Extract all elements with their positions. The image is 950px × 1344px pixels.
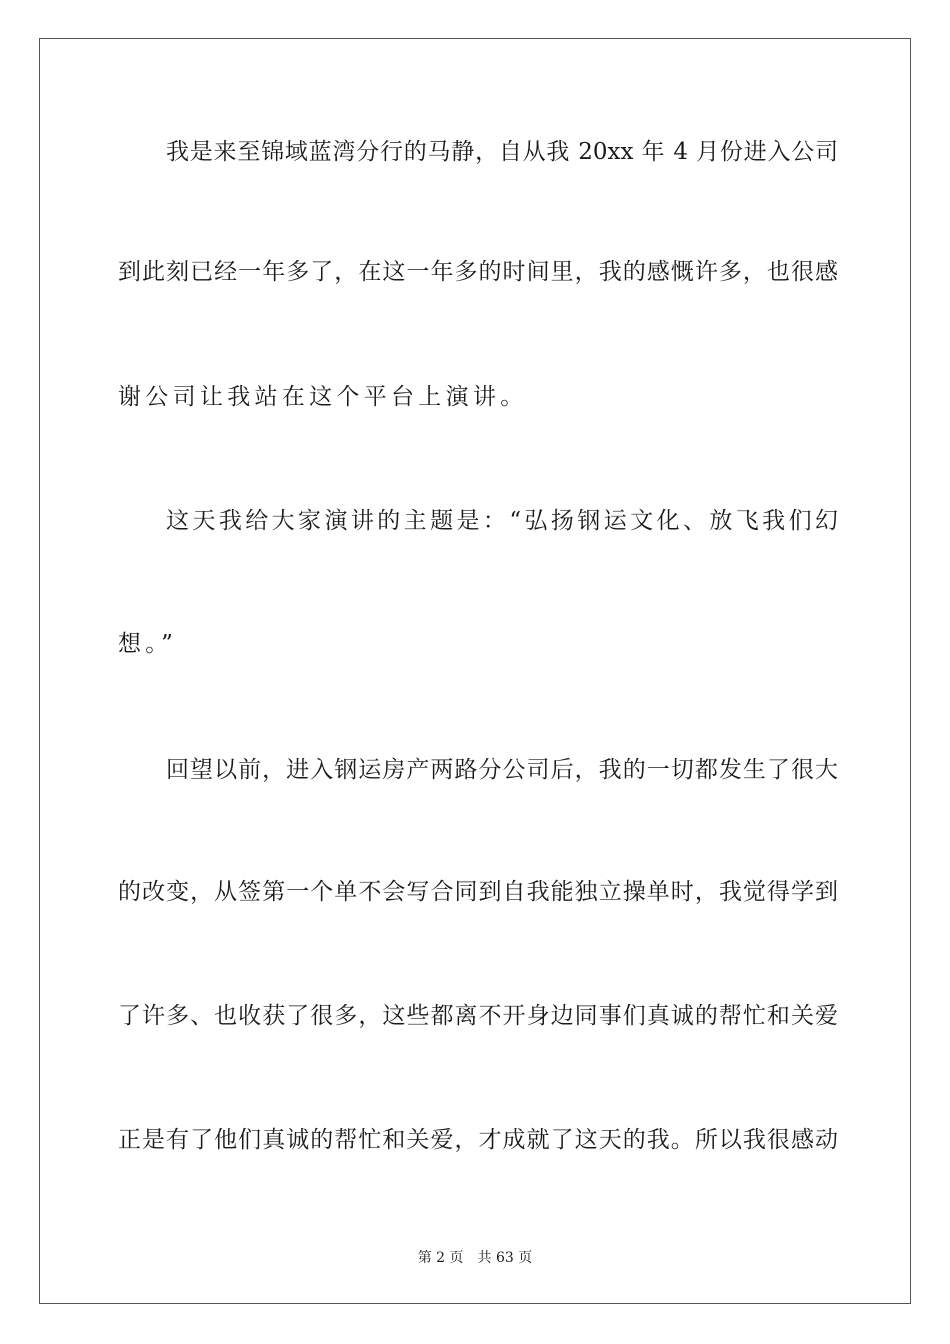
page-number: 第 2 页 xyxy=(417,1250,464,1266)
paragraph-2-line-1: 这天我给大家演讲的主题是：“弘扬钢运文化、放飞我们幻 xyxy=(166,508,838,534)
paragraph-1-line-1: 我是来至锦域蓝湾分行的马静，自从我 20xx 年 4 月份进入公司 xyxy=(166,139,838,165)
paragraph-3-line-1: 回望以前，进入钢运房产两路分公司后，我的一切都发生了很大 xyxy=(166,757,838,783)
paragraph-2-line-2: 想。” xyxy=(118,631,178,657)
paragraph-3-line-4: 正是有了他们真诚的帮忙和关爱，才成就了这天的我。所以我很感动 xyxy=(118,1127,838,1153)
total-pages: 共 63 页 xyxy=(477,1250,533,1266)
paragraph-3-line-3: 了许多、也收获了很多，这些都离不开身边同事们真诚的帮忙和关爱 xyxy=(118,1003,838,1029)
paragraph-1-line-3: 谢公司让我站在这个平台上演讲。 xyxy=(118,384,528,410)
page-frame xyxy=(39,38,911,1304)
paragraph-3-line-2: 的改变，从签第一个单不会写合同到自我能独立操单时，我觉得学到 xyxy=(118,879,838,905)
paragraph-1-line-2: 到此刻已经一年多了，在这一年多的时间里，我的感慨许多，也很感 xyxy=(118,259,838,285)
page-footer xyxy=(0,1249,950,1267)
